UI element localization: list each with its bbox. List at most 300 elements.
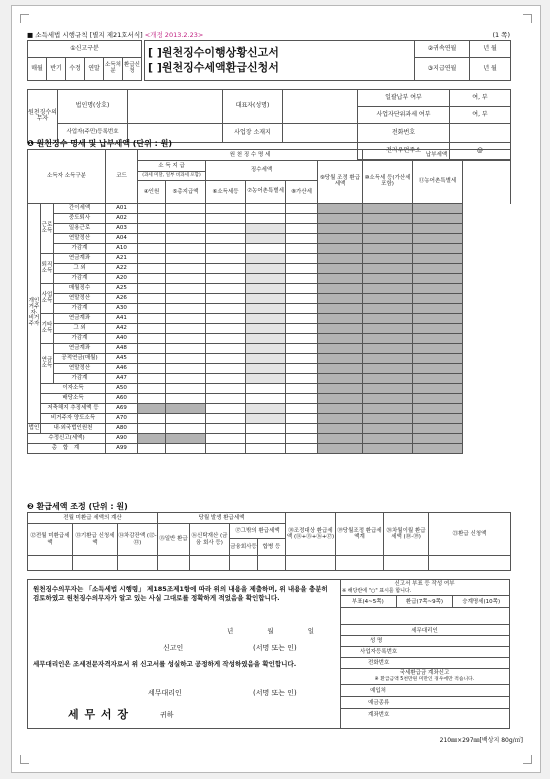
unit-taxation-value[interactable]: 여, 부 <box>450 107 511 124</box>
biz-place-label: 사업장 소재지 <box>223 124 283 143</box>
amount-cell[interactable] <box>286 204 318 214</box>
amount-cell[interactable] <box>246 384 286 394</box>
amount-cell <box>413 204 463 214</box>
amount-cell <box>246 344 286 354</box>
amount-cell <box>246 294 286 304</box>
amount-cell[interactable] <box>206 304 246 314</box>
amount-cell <box>463 324 511 334</box>
refund-cell[interactable] <box>230 556 258 571</box>
amount-cell <box>463 394 511 404</box>
amount-cell[interactable] <box>246 424 286 434</box>
table-row <box>28 294 511 304</box>
amount-cell <box>463 214 511 224</box>
amount-cell[interactable] <box>206 404 246 414</box>
lump-payment-label: 일괄납부 여부 <box>358 90 450 107</box>
income-group-label: 퇴직소득 <box>41 254 54 284</box>
amount-cell[interactable] <box>206 344 246 354</box>
table-row <box>28 444 511 454</box>
row-code: A02 <box>106 214 138 224</box>
amount-cell <box>413 374 463 384</box>
amount-cell[interactable] <box>286 284 318 294</box>
row-code: A22 <box>106 264 138 274</box>
type-monthly[interactable]: 매월 <box>28 58 47 81</box>
refund-request-header: ㉑환급 신청액 <box>429 513 511 556</box>
amount-cell[interactable] <box>246 444 286 454</box>
amount-cell[interactable] <box>166 304 206 314</box>
amount-cell <box>463 434 511 444</box>
row-code: A21 <box>106 254 138 264</box>
amount-cell <box>363 424 413 434</box>
refund-cell[interactable] <box>258 556 286 571</box>
reporter-label: 신고인 <box>163 644 184 652</box>
amount-cell[interactable] <box>286 384 318 394</box>
amount-cell <box>318 364 363 374</box>
pay-year-value[interactable]: 년 월 <box>470 58 511 81</box>
row-code: A01 <box>106 204 138 214</box>
biz-place-field[interactable] <box>283 124 358 143</box>
amount-cell <box>413 344 463 354</box>
amount-cell[interactable] <box>286 344 318 354</box>
unit-taxation-label: 사업자단위과세 여부 <box>358 107 450 124</box>
amount-cell[interactable] <box>166 244 206 254</box>
amount-cell <box>363 414 413 424</box>
belong-year-value[interactable]: 년 월 <box>470 41 511 58</box>
amount-cell[interactable] <box>206 284 246 294</box>
refund-adjustment-table <box>27 512 511 571</box>
amount-cell <box>363 234 413 244</box>
amount-cell[interactable] <box>138 224 166 234</box>
persons-header: ④인원 <box>138 181 166 204</box>
payment-header: 납부세액 <box>363 150 511 161</box>
row-name: 저축해지 추징세액 등 <box>41 404 106 414</box>
amount-cell <box>246 274 286 284</box>
amount-cell[interactable] <box>246 394 286 404</box>
curr-refund-header: 당월 발생 환급세액 <box>158 513 286 524</box>
amount-cell <box>138 404 166 414</box>
amount-cell <box>363 444 413 454</box>
amount-cell <box>363 314 413 324</box>
amount-cell[interactable] <box>166 384 206 394</box>
representative-label: 대표자(성명) <box>223 90 283 124</box>
amount-cell[interactable] <box>206 374 246 384</box>
amount-cell[interactable] <box>166 394 206 404</box>
amount-cell <box>413 314 463 324</box>
adjustable-refund-header: ⑱조정대상 환급세액 (⑭+⑮+⑯+⑰) <box>286 513 336 556</box>
amount-cell <box>318 374 363 384</box>
table-row <box>28 234 511 244</box>
row-name: 가감계 <box>54 304 106 314</box>
refund-cell[interactable] <box>158 556 190 571</box>
attach-succession[interactable]: 승계명세(10쪽) <box>462 599 501 605</box>
attach-refund[interactable]: 환급(7쪽~9쪽) <box>397 596 454 607</box>
row-code: A10 <box>106 244 138 254</box>
amount-cell <box>246 314 286 324</box>
financial-co-header: 금융회사등 <box>230 539 258 556</box>
amount-cell <box>413 284 463 294</box>
type-semiannual[interactable]: 반기 <box>47 58 66 81</box>
amount-cell <box>413 304 463 314</box>
amount-cell <box>413 254 463 264</box>
amount-cell[interactable] <box>206 324 246 334</box>
amount-cell[interactable] <box>138 424 166 434</box>
amount-cell <box>318 314 363 324</box>
amount-cell <box>363 324 413 334</box>
amount-cell[interactable] <box>286 334 318 344</box>
amount-cell <box>363 354 413 364</box>
representative-field[interactable] <box>283 90 358 124</box>
amount-cell[interactable] <box>286 214 318 224</box>
amount-cell <box>166 404 206 414</box>
amount-cell[interactable] <box>138 204 166 214</box>
amount-cell[interactable] <box>206 444 246 454</box>
amount-cell[interactable] <box>206 254 246 264</box>
amount-cell[interactable] <box>138 444 166 454</box>
amount-cell[interactable] <box>138 354 166 364</box>
reporter-signature[interactable]: (서명 또는 인) <box>253 644 297 652</box>
amount-cell[interactable] <box>286 234 318 244</box>
amount-cell[interactable] <box>138 264 166 274</box>
amount-cell <box>318 224 363 234</box>
amount-cell[interactable] <box>206 434 246 444</box>
row-code: A90 <box>106 434 138 444</box>
phone-label: 전화번호 <box>358 124 450 143</box>
amount-cell[interactable] <box>138 294 166 304</box>
amount-cell <box>413 354 463 364</box>
amount-cell[interactable] <box>206 294 246 304</box>
row-name: 연금계좌 <box>54 344 106 354</box>
amount-cell[interactable] <box>166 324 206 334</box>
rural-tax-header: ⑦농어촌특별세 <box>246 181 286 204</box>
amount-cell[interactable] <box>166 284 206 294</box>
amount-cell <box>363 294 413 304</box>
amount-cell <box>138 434 166 444</box>
amount-cell <box>318 414 363 424</box>
amount-cell[interactable] <box>286 274 318 284</box>
total-paid-header: ⑤총지급액 <box>166 181 206 204</box>
merger-header: 합병 등 <box>258 539 286 556</box>
refund-cell[interactable] <box>118 556 158 571</box>
table-row <box>28 214 511 224</box>
amount-cell[interactable] <box>138 384 166 394</box>
refund-account-note: ※ 환급금액 5천만원 미만인 경우에만 적습니다. <box>374 676 475 682</box>
amount-cell[interactable] <box>246 204 286 214</box>
row-code: A45 <box>106 354 138 364</box>
amount-cell[interactable] <box>138 234 166 244</box>
crop-mark <box>20 14 29 23</box>
amount-cell[interactable] <box>206 234 246 244</box>
table-row <box>28 284 511 294</box>
amount-cell <box>166 434 206 444</box>
amount-cell <box>246 414 286 424</box>
section2-title: ❷ 환급세액 조정 (단위 : 원) <box>27 502 128 511</box>
already-requested-header: ⑬기환급 신청세액 <box>73 524 118 556</box>
declaration-date[interactable]: 년 월 일 <box>227 627 330 635</box>
amount-cell[interactable] <box>166 224 206 234</box>
amount-cell[interactable] <box>166 204 206 214</box>
amount-cell[interactable] <box>206 274 246 284</box>
amount-cell <box>413 294 463 304</box>
row-code: A04 <box>106 234 138 244</box>
amount-cell[interactable] <box>166 364 206 374</box>
amount-cell <box>463 284 511 294</box>
pay-year-label: ③지급연월 <box>415 58 470 81</box>
amount-cell[interactable] <box>206 354 246 364</box>
bank-label: 예입처 <box>340 685 509 697</box>
amount-cell[interactable] <box>246 434 286 444</box>
report-type-label: ①신고구분 <box>28 41 142 58</box>
row-name: 수정신고(세액) <box>28 434 106 444</box>
table-row <box>28 374 511 384</box>
row-code: A46 <box>106 364 138 374</box>
amount-cell[interactable] <box>286 314 318 324</box>
income-group-label: 기타소득 <box>41 314 54 344</box>
amount-cell[interactable] <box>206 224 246 234</box>
amount-cell <box>413 324 463 334</box>
amount-cell[interactable] <box>286 364 318 374</box>
amount-cell[interactable] <box>166 374 206 384</box>
agent-name-label: 성 명 <box>340 636 509 647</box>
amount-cell[interactable] <box>166 354 206 364</box>
addressee-suffix: 귀하 <box>160 711 174 719</box>
amount-cell[interactable] <box>286 424 318 434</box>
amount-cell <box>363 254 413 264</box>
refund-cell[interactable] <box>286 556 336 571</box>
declaration-text: 원천징수의무자는 「소득세법 시행령」 제185조제1항에 따라 위의 내용을 제출하며, 위 내용을 충분히 검토하였고 원천징수의무자가 알고 있는 사실 그대로를 정확하게 적었음을 확인합니다. <box>33 585 328 602</box>
amount-cell[interactable] <box>206 244 246 254</box>
table-row <box>28 364 511 374</box>
amount-cell[interactable] <box>138 284 166 294</box>
amount-cell <box>363 394 413 404</box>
refund-cell[interactable] <box>73 556 118 571</box>
type-amended[interactable]: 수정 <box>66 58 85 81</box>
amount-cell[interactable] <box>138 324 166 334</box>
amount-cell[interactable] <box>286 374 318 384</box>
amount-cell[interactable] <box>166 234 206 244</box>
tax-agent-label: 세무대리인 <box>148 689 182 697</box>
amount-cell[interactable] <box>138 314 166 324</box>
revision-date: <개정 2013.2.23> <box>144 31 204 39</box>
amount-cell[interactable] <box>138 394 166 404</box>
amount-cell[interactable] <box>166 444 206 454</box>
table-row <box>28 304 511 314</box>
title-refund-request: [ ]원천징수세액환급신청서 <box>148 60 279 74</box>
crop-mark <box>523 755 532 764</box>
amount-cell <box>413 264 463 274</box>
amount-cell <box>246 374 286 384</box>
amount-cell[interactable] <box>166 424 206 434</box>
table-row <box>28 414 511 424</box>
amount-cell[interactable] <box>166 414 206 424</box>
amount-cell <box>413 424 463 434</box>
attach-appendix[interactable]: 부표(4~5쪽) <box>340 596 397 607</box>
refund-cell[interactable] <box>429 556 511 571</box>
amount-cell[interactable] <box>286 354 318 364</box>
amount-cell[interactable] <box>138 414 166 424</box>
row-name: 가감계 <box>54 334 106 344</box>
refund-cell[interactable] <box>336 556 384 571</box>
amount-cell[interactable] <box>166 274 206 284</box>
table-row <box>28 344 511 354</box>
amount-cell <box>246 254 286 264</box>
section1-title: ❶ 원천징수 명세 및 납부세액 (단위 : 원) <box>27 139 172 148</box>
biz-reg-no-label: 사업자(주민)등록번호 <box>58 124 128 143</box>
prev-refund-header: 전월 미환급 세액의 계산 <box>28 513 158 524</box>
amount-cell <box>463 424 511 434</box>
belong-year-label: ②귀속연월 <box>415 41 470 58</box>
amount-cell[interactable] <box>286 264 318 274</box>
lump-payment-value[interactable]: 여, 부 <box>450 90 511 107</box>
amount-cell[interactable] <box>166 214 206 224</box>
amount-cell <box>413 334 463 344</box>
amount-cell[interactable] <box>206 384 246 394</box>
amount-cell <box>413 394 463 404</box>
table-row <box>28 264 511 274</box>
income-tax-header: ⑥소득세등 <box>206 181 246 204</box>
type-yearend[interactable]: 연말 <box>85 58 104 81</box>
amount-cell[interactable] <box>166 294 206 304</box>
email-field[interactable]: @ <box>450 143 511 160</box>
personal-group-label: 개인 거주자·비거주자 <box>28 204 41 424</box>
amount-cell <box>246 364 286 374</box>
amount-cell[interactable] <box>286 304 318 314</box>
amount-cell[interactable] <box>138 304 166 314</box>
row-name: 비거주자 양도소득 <box>41 414 106 424</box>
refund-cell[interactable] <box>28 556 73 571</box>
amount-cell[interactable] <box>286 244 318 254</box>
amount-cell[interactable] <box>286 414 318 424</box>
amount-cell <box>463 254 511 264</box>
amount-cell[interactable] <box>138 364 166 374</box>
row-code: A70 <box>106 414 138 424</box>
row-name: 가감계 <box>54 244 106 254</box>
type-refund-request[interactable]: 환급신청 <box>123 58 142 81</box>
amount-cell[interactable] <box>206 424 246 434</box>
row-code: A25 <box>106 284 138 294</box>
amount-cell[interactable] <box>286 444 318 454</box>
amount-cell[interactable] <box>166 344 206 354</box>
amount-cell <box>246 234 286 244</box>
table-row <box>28 314 511 324</box>
amount-cell <box>463 224 511 234</box>
agent-signature[interactable]: (서명 또는 인) <box>253 689 297 697</box>
tax-office-head: 세 무 서 장 <box>68 708 129 721</box>
tax-collected-header: 징수세액 <box>206 161 318 181</box>
amount-cell <box>246 354 286 364</box>
amount-cell <box>463 414 511 424</box>
amount-cell[interactable] <box>166 314 206 324</box>
amount-cell[interactable] <box>166 334 206 344</box>
amount-cell <box>413 274 463 284</box>
amount-cell[interactable] <box>166 264 206 274</box>
amount-cell <box>463 404 511 414</box>
amount-cell <box>363 274 413 284</box>
row-code: A40 <box>106 334 138 344</box>
amount-cell[interactable] <box>246 244 286 254</box>
amount-cell <box>413 444 463 454</box>
amount-cell[interactable] <box>286 434 318 444</box>
amount-cell[interactable] <box>206 264 246 274</box>
row-code: A20 <box>106 274 138 284</box>
amount-cell <box>413 224 463 234</box>
amount-cell <box>463 364 511 374</box>
income-paid-sub: (과세 미달, 일부 비과세 포함) <box>138 172 206 181</box>
amount-cell[interactable] <box>286 224 318 234</box>
amount-cell[interactable] <box>138 254 166 264</box>
amount-cell <box>318 244 363 254</box>
corp-name-field[interactable] <box>128 90 223 124</box>
refund-cell[interactable] <box>190 556 230 571</box>
amount-cell[interactable] <box>286 404 318 414</box>
row-name: 공적연금(매월) <box>54 354 106 364</box>
row-name: 연금계좌 <box>54 254 106 264</box>
income-group-label: 사업소득 <box>41 284 54 314</box>
amount-cell <box>318 354 363 364</box>
row-name: 일용근로 <box>54 224 106 234</box>
row-name: 연말정산 <box>54 234 106 244</box>
amount-cell[interactable] <box>138 334 166 344</box>
row-name: 총 합 계 <box>28 444 106 454</box>
crop-mark <box>523 14 532 23</box>
amount-cell[interactable] <box>286 324 318 334</box>
amount-cell[interactable] <box>138 374 166 384</box>
row-name: 연말정산 <box>54 364 106 374</box>
agent-declaration: 세무대리인은 조세전문자격자로서 위 신고서를 성실하고 공정하게 작성하였음을 확인합니다. <box>33 660 297 668</box>
table-row <box>28 244 511 254</box>
amount-cell[interactable] <box>206 214 246 224</box>
amount-cell <box>463 334 511 344</box>
row-code: A69 <box>106 404 138 414</box>
amount-cell <box>318 324 363 334</box>
amount-cell[interactable] <box>166 254 206 264</box>
code-header: 코드 <box>106 150 138 204</box>
amount-cell[interactable] <box>206 364 246 374</box>
amount-cell[interactable] <box>246 214 286 224</box>
row-name: 내·외국법인원천 <box>41 424 106 434</box>
amount-cell[interactable] <box>206 394 246 404</box>
amount-cell[interactable] <box>206 414 246 424</box>
amount-cell <box>363 304 413 314</box>
amount-cell[interactable] <box>138 244 166 254</box>
income-paid-header: 소 득 지 급 <box>138 161 206 172</box>
amount-cell[interactable] <box>286 254 318 264</box>
type-income-disposition[interactable]: 소득처분 <box>104 58 123 81</box>
amount-cell <box>363 364 413 374</box>
amount-cell <box>413 434 463 444</box>
amount-cell <box>463 444 511 454</box>
row-name: 연금계좌 <box>54 314 106 324</box>
amount-cell[interactable] <box>206 204 246 214</box>
amount-cell[interactable] <box>206 314 246 324</box>
amount-cell[interactable] <box>138 344 166 354</box>
amount-cell <box>363 344 413 354</box>
withholding-table <box>27 149 511 454</box>
amount-cell <box>246 284 286 294</box>
amount-cell[interactable] <box>206 334 246 344</box>
amount-cell <box>318 344 363 354</box>
amount-cell <box>463 354 511 364</box>
income-type-header: 소득자 소득구분 <box>28 150 106 204</box>
refund-cell[interactable] <box>384 556 429 571</box>
amount-cell[interactable] <box>286 394 318 404</box>
amount-cell[interactable] <box>138 214 166 224</box>
row-name: 간이세액 <box>54 204 106 214</box>
amount-cell <box>363 244 413 254</box>
phone-field[interactable] <box>450 124 511 143</box>
amount-cell[interactable] <box>286 294 318 304</box>
amount-cell[interactable] <box>138 274 166 284</box>
amount-cell <box>363 224 413 234</box>
amount-cell <box>318 284 363 294</box>
